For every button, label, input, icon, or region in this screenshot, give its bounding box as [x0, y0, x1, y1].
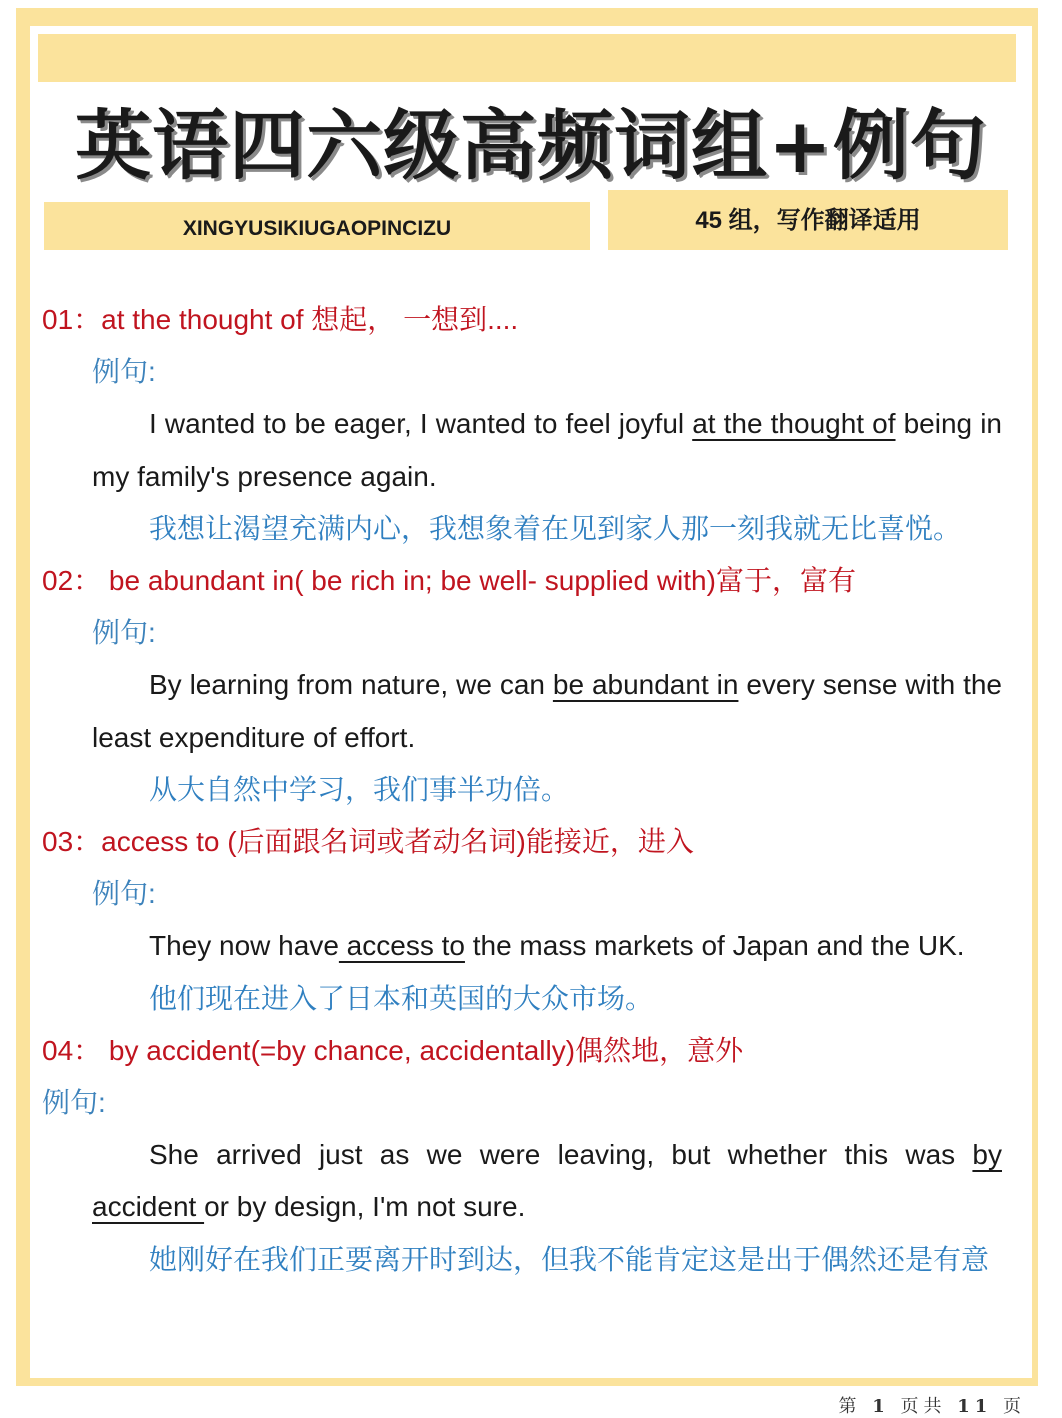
- example-english: [42, 659, 1002, 763]
- entries-list: [42, 294, 1002, 1286]
- example-text: They now have: [149, 930, 339, 962]
- key-phrase: be abundant in: [552, 669, 739, 701]
- example-english: [42, 398, 1002, 502]
- page-number: [838, 1392, 1026, 1418]
- example-text: By learning from nature, we can: [149, 669, 553, 701]
- entry-04: [42, 1025, 1002, 1286]
- example-text: every sense with the least expenditure of effort.: [92, 669, 1002, 753]
- example-chinese: 我想让渴望充满内心，我想象着在见到家人那一刻我就无比喜悦。: [149, 512, 962, 544]
- entry-01: [42, 294, 1002, 555]
- subtitle-count: 45 组，写作翻译适用: [608, 190, 1008, 250]
- example-chinese: 他们现在进入了日本和英国的大众市场。: [149, 982, 654, 1014]
- example-chinese: 从大自然中学习，我们事半功倍。: [149, 773, 570, 805]
- subtitle-pinyin: XINGYUSIKIUGAOPINCIZU: [44, 202, 590, 250]
- example-label: 例句:: [92, 617, 156, 649]
- example-label: 例句:: [42, 1087, 106, 1119]
- entry-02: [42, 555, 1002, 816]
- key-phrase: access to: [338, 930, 465, 962]
- example-label: 例句:: [92, 356, 156, 388]
- example-text: being in my family's presence again.: [92, 408, 1002, 492]
- top-decor-bar: [38, 34, 1016, 82]
- entry-heading: 04： by accident(=by chance, accidentally)偶然地，意外: [42, 1034, 744, 1066]
- example-text: or by design, I'm not sure.: [204, 1191, 526, 1223]
- entry-03: [42, 816, 1002, 1025]
- entry-heading: 03：access to (后面跟名词或者动名词)能接近，进入: [42, 826, 694, 858]
- total-pages: 11: [957, 1396, 993, 1417]
- example-english: [42, 1129, 1002, 1233]
- example-label: 例句:: [92, 878, 156, 910]
- page-title: 英语四六级高频词组+例句: [75, 101, 987, 190]
- key-phrase: at the thought of: [692, 408, 896, 440]
- example-chinese: 她刚好在我们正要离开时到达，但我不能肯定这是出于偶然还是有意: [149, 1243, 990, 1275]
- entry-heading: 01：at the thought of 想起， 一想到....: [42, 304, 519, 335]
- page-number-text: 页共: [900, 1396, 947, 1417]
- current-page: 1: [872, 1396, 890, 1417]
- page-number-text: 第: [838, 1396, 862, 1417]
- example-text: the mass markets of Japan and the UK.: [464, 930, 965, 962]
- example-english: [42, 920, 1002, 972]
- example-text: She arrived just as we were leaving, but whether this was: [149, 1139, 973, 1171]
- page-number-text: 页: [1003, 1396, 1026, 1417]
- key-phrase: by accident: [92, 1139, 1002, 1223]
- entry-heading: 02： be abundant in( be rich in; be well- supplied with)富于，富有: [42, 565, 856, 597]
- example-text: I wanted to be eager, I wanted to feel joyful: [149, 408, 693, 440]
